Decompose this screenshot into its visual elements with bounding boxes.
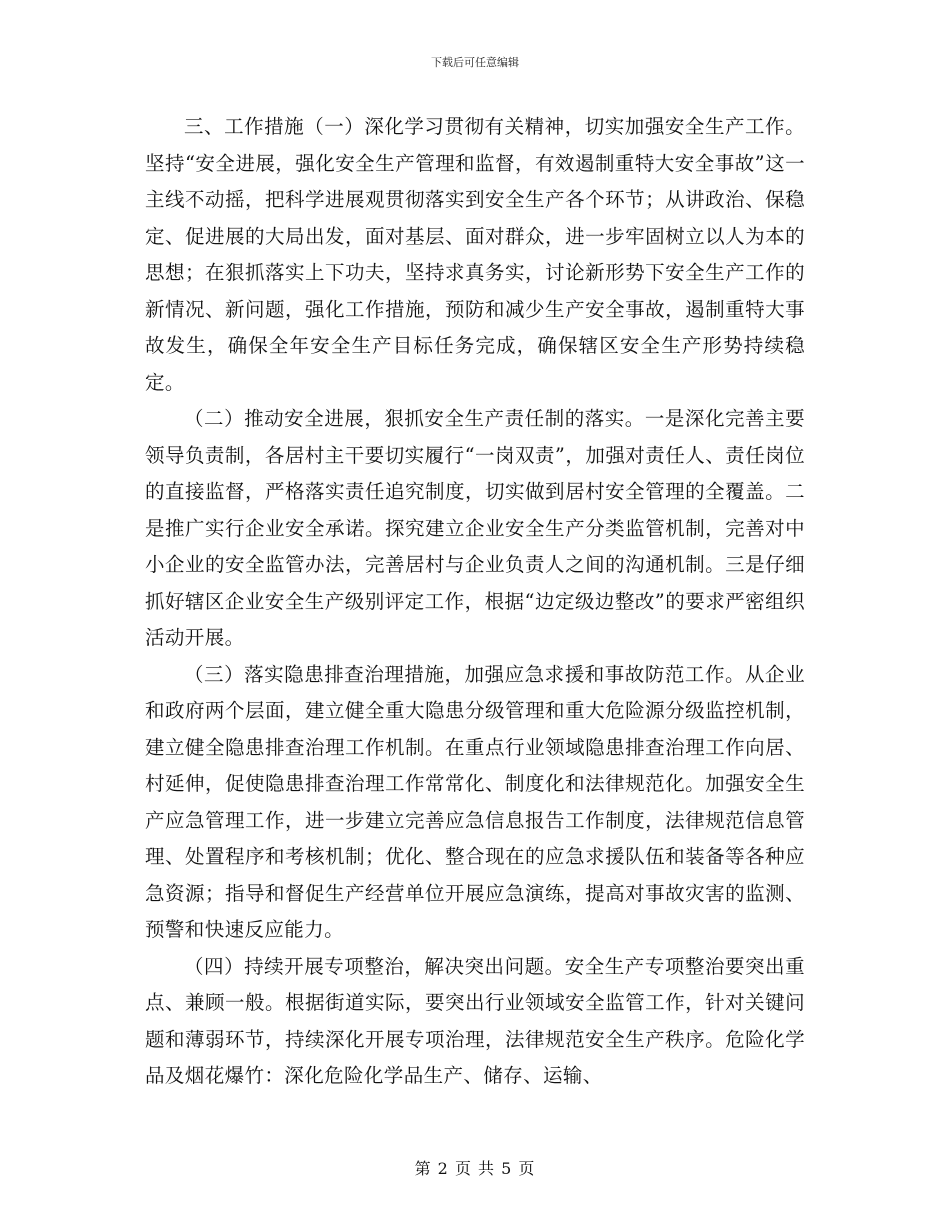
page-header-note: 下载后可任意编辑	[431, 56, 519, 69]
paragraph-work-measures-2: （二）推动安全进展，狠抓安全生产责任制的落实。一是深化完善主要领导负责制，各居村主干要切实履行“一岗双责”，加强对责任人、责任岗位的直接监督，严格落实责任追究制度，切实做到居村安全管理的全覆盖。二是推广实行企业安全承诺。探究建立企业安全生产分类监管机制，完善对中小企业的安全监管办法，完善居村与企业负责人之间的沟通机制。三是仔细抓好辖区企业安全生产级别评定工作，根据“边定级边整改”的要求严密组织活动开展。	[145, 407, 805, 649]
document-body	[145, 109, 805, 1095]
paragraph-work-measures-1: 三、工作措施（一）深化学习贯彻有关精神，切实加强安全生产工作。坚持“安全进展，强化安全生产管理和监督，有效遏制重特大安全事故”这一主线不动摇，把科学进展观贯彻落实到安全生产各个环节；从讲政治、保稳定、促进展的大局出发，面对基层、面对群众，进一步牢固树立以人为本的思想；在狠抓落实上下功夫，坚持求真务实，讨论新形势下安全生产工作的新情况、新问题，强化工作措施，预防和减少生产安全事故，遏制重特大事故发生，确保全年安全生产目标任务完成，确保辖区安全生产形势持续稳定。	[145, 115, 805, 394]
paragraph-work-measures-3: （三）落实隐患排查治理措施，加强应急求援和事故防范工作。从企业和政府两个层面，建立健全重大隐患分级管理和重大危险源分级监控机制，建立健全隐患排查治理工作机制。在重点行业领域隐患排查治理工作向居、村延伸，促使隐患排查治理工作常常化、制度化和法律规范化。加强安全生产应急管理工作，进一步建立完善应急信息报告工作制度，法律规范信息管理、处置程序和考核机制；优化、整合现在的应急求援队伍和装备等各种应急资源；指导和督促生产经营单位开展应急演练，提高对事故灾害的监测、预警和快速反应能力。	[145, 662, 805, 941]
paragraph-work-measures-4: （四）持续开展专项整治，解决突出问题。安全生产专项整治要突出重点、兼顾一般。根据街道实际，要突出行业领域安全监管工作，针对关键问题和薄弱环节，持续深化开展专项治理，法律规范安全生产秩序。危险化学品及烟花爆竹：深化危险化学品生产、储存、运输、	[145, 954, 805, 1087]
page-number: 第 2 页 共 5 页	[414, 1159, 536, 1178]
